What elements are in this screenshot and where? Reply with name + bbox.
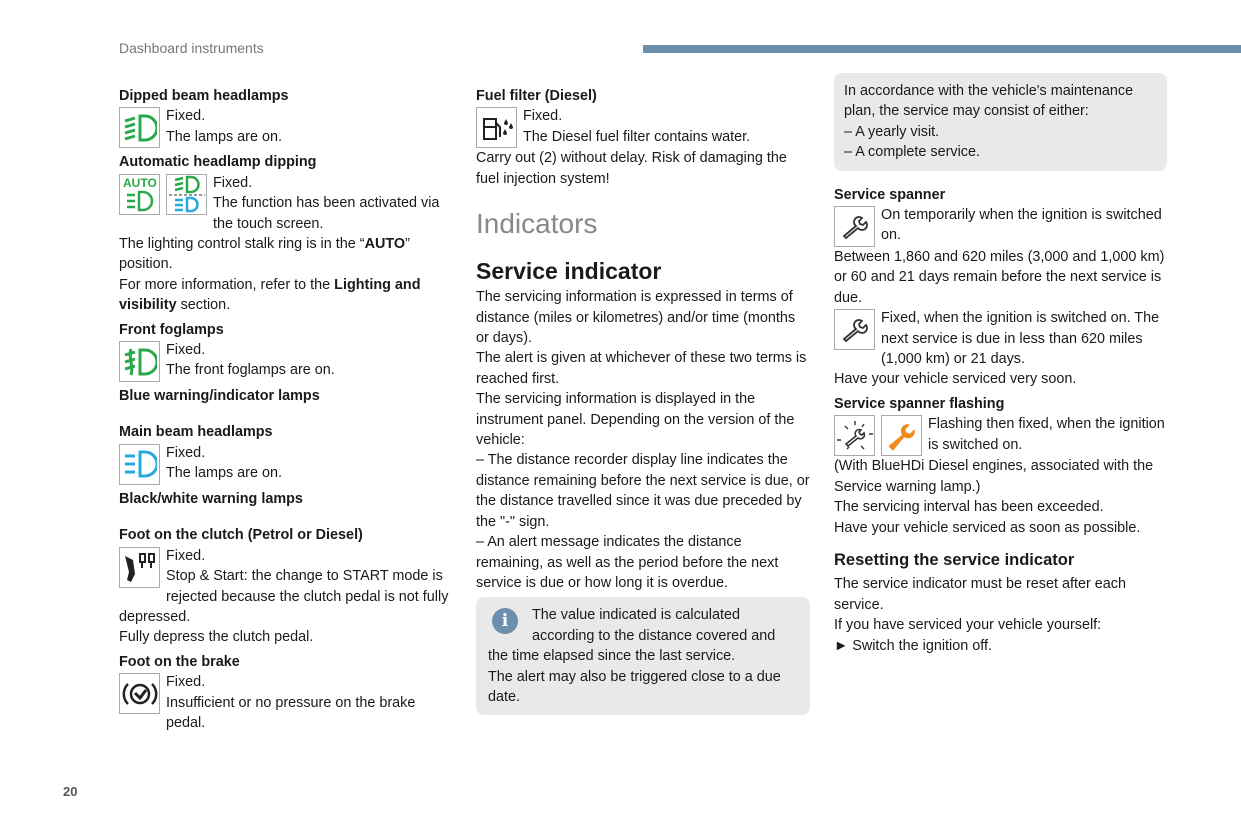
info-note bbox=[476, 597, 810, 715]
svg-text:AUTO: AUTO bbox=[122, 176, 157, 191]
text: Insufficient or no pressure on the brake pedal. bbox=[166, 694, 416, 731]
front-foglamp-icon bbox=[119, 341, 160, 382]
heading-bw: Black/white warning lamps bbox=[119, 490, 303, 507]
text: On temporarily when the ignition is switched on. bbox=[881, 207, 1162, 244]
text: For more information, refer to the Lighting and visibility section. bbox=[119, 276, 421, 314]
text: Stop & Start: the change to START mode is rejected because the clutch pedal is not fully depressed. bbox=[119, 568, 449, 625]
heading-dipped: Dipped beam headlamps bbox=[119, 88, 289, 104]
text: Have your vehicle serviced as soon as possible. bbox=[834, 519, 1141, 536]
text: ► Switch the ignition off. bbox=[834, 637, 992, 654]
text: Carry out (2) without delay. Risk of damaging the fuel injection system! bbox=[476, 150, 787, 187]
heading-fog: Front foglamps bbox=[119, 321, 224, 338]
text: Fixed. bbox=[213, 174, 253, 191]
info-icon: i bbox=[492, 608, 518, 634]
column-1 bbox=[119, 82, 454, 733]
service-spanner-orange-icon bbox=[881, 415, 922, 456]
text: The lighting control stalk ring is in the “AUTO” position. bbox=[119, 236, 410, 273]
text: The service indicator must be reset after each service. bbox=[834, 576, 1126, 613]
column-2 bbox=[476, 82, 810, 715]
running-header: Dashboard instruments bbox=[119, 40, 264, 56]
text: Fixed. bbox=[166, 108, 206, 125]
service-spanner-icon bbox=[834, 309, 875, 350]
text: The Diesel fuel filter contains water. bbox=[523, 128, 751, 145]
text: The alert is given at whichever of these two terms is reached first. bbox=[476, 350, 807, 387]
text: The value indicated is calculated according to the distance covered and the time elapsed since the last service. bbox=[488, 607, 776, 665]
main-beam-icon bbox=[119, 444, 160, 485]
text: – The distance recorder display line indicates the distance remaining before the next service is due, or the distance travelled since it was due preceded by the "-" sign. bbox=[476, 452, 810, 530]
fuel-filter-water-icon bbox=[476, 107, 517, 148]
text: – A yearly visit. bbox=[844, 123, 940, 140]
text: The servicing information is displayed in the instrument panel. Depending on the version of the vehicle: bbox=[476, 391, 795, 449]
text: If you have serviced your vehicle yourself: bbox=[834, 617, 1102, 634]
heading-blue: Blue warning/indicator lamps bbox=[119, 388, 320, 405]
page-number: 20 bbox=[63, 784, 78, 799]
text: The servicing interval has been exceeded. bbox=[834, 499, 1104, 516]
heading-service-indicator: Service indicator bbox=[476, 258, 662, 285]
text: – A complete service. bbox=[844, 144, 980, 161]
flashing-spanner-icon bbox=[834, 415, 875, 456]
heading-brake: Foot on the brake bbox=[119, 653, 240, 670]
heading-spanner-flashing: Service spanner flashing bbox=[834, 395, 1005, 412]
heading-main: Main beam headlamps bbox=[119, 424, 273, 441]
section-title: Indicators bbox=[476, 208, 598, 240]
heading-fuel: Fuel filter (Diesel) bbox=[476, 88, 597, 104]
foot-on-brake-icon bbox=[119, 673, 160, 714]
auto-dipping-icon bbox=[166, 174, 207, 215]
text: – An alert message indicates the distance remaining, as well as the period before the next service is due or how long it is overdue. bbox=[476, 534, 779, 591]
text: The lamps are on. bbox=[166, 465, 282, 482]
service-spanner-icon bbox=[834, 206, 875, 247]
text: Fixed. bbox=[166, 674, 206, 691]
text: Fixed. bbox=[166, 444, 206, 461]
text: Fixed. bbox=[166, 342, 206, 359]
text: Between 1,860 and 620 miles (3,000 and 1,000 km) or 60 and 21 days remain before the next service is due. bbox=[834, 249, 1165, 306]
maintenance-box bbox=[834, 73, 1167, 171]
heading-clutch: Foot on the clutch (Petrol or Diesel) bbox=[119, 527, 363, 544]
text: The alert may also be triggered close to a due date. bbox=[488, 668, 781, 705]
foot-on-clutch-icon bbox=[119, 547, 160, 588]
text: The front foglamps are on. bbox=[166, 362, 335, 379]
heading-reset: Resetting the service indicator bbox=[834, 550, 1075, 569]
text: Fixed. bbox=[523, 108, 563, 125]
text: Fully depress the clutch pedal. bbox=[119, 629, 314, 646]
text: The function has been activated via the touch screen. bbox=[213, 195, 440, 232]
text: Fixed, when the ignition is switched on. The next service is due in less than 620 miles (1,000 km) or 21 days. bbox=[881, 310, 1160, 368]
text: The servicing information is expressed in terms of distance (miles or kilometres) and/or time (months or days). bbox=[476, 289, 796, 347]
header-bar bbox=[643, 45, 1241, 53]
dipped-beam-icon bbox=[119, 107, 160, 148]
text: Flashing then fixed, when the ignition is switched on. bbox=[928, 416, 1165, 453]
auto-headlamp-icon bbox=[119, 174, 160, 215]
text: Fixed. bbox=[166, 547, 206, 564]
text: Have your vehicle serviced very soon. bbox=[834, 371, 1077, 388]
column-3 bbox=[834, 82, 1167, 656]
text: In accordance with the vehicle's maintenance plan, the service may consist of either: bbox=[844, 83, 1134, 120]
heading-spanner: Service spanner bbox=[834, 186, 946, 203]
text: (With BlueHDi Diesel engines, associated with the Service warning lamp.) bbox=[834, 458, 1154, 495]
heading-auto: Automatic headlamp dipping bbox=[119, 154, 317, 171]
text: The lamps are on. bbox=[166, 128, 282, 145]
